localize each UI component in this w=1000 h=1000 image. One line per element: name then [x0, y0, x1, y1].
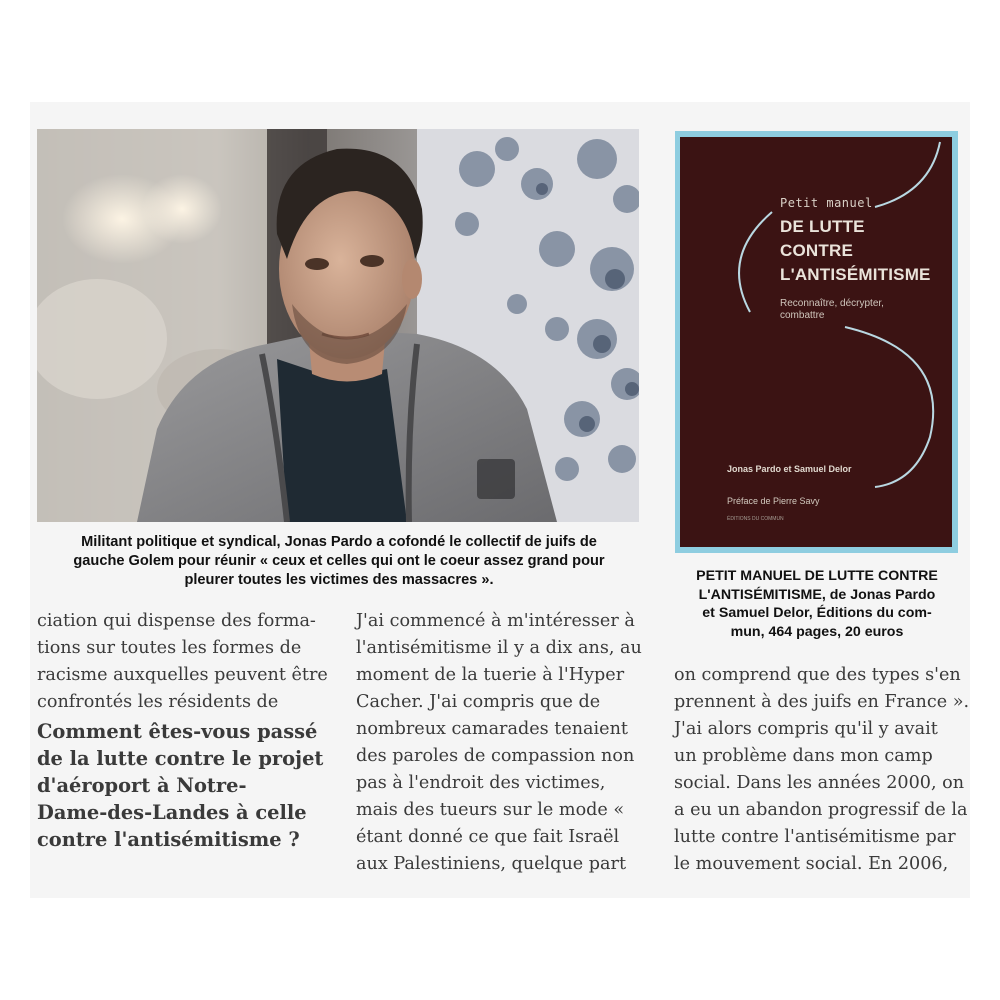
- body-line: on comprend que des types s'en: [674, 665, 961, 685]
- book-caption-line: L'ANTISÉMITISME, de Jonas Pardo: [698, 586, 936, 603]
- cover-pretitle: Petit manuel: [780, 196, 873, 210]
- cover-title-line: CONTRE: [780, 241, 853, 260]
- cover-title-line: DE LUTTE: [780, 217, 865, 236]
- photo-caption-line: Militant politique et syndical, Jonas Pardo a cofondé le collectif de juifs de: [81, 534, 597, 550]
- book-caption-line: mun, 464 pages, 20 euros: [730, 623, 904, 640]
- question-line: Comment êtes-vous passé: [37, 720, 318, 743]
- photo-caption: [40, 533, 638, 590]
- body-line: ciation qui dispense des forma-: [37, 611, 316, 631]
- cover-subtitle: Reconnaître, décrypter, combattre: [780, 298, 884, 321]
- book-caption-line: PETIT MANUEL DE LUTTE CONTRE: [696, 568, 938, 584]
- body-line: des paroles de compassion non: [356, 746, 635, 766]
- book-caption-line: et Samuel Delor, Éditions du com-: [702, 605, 932, 621]
- body-line: l'antisémitisme il y a dix ans, au: [356, 638, 642, 658]
- body-line: prennent à des juifs en France ».: [674, 692, 970, 712]
- portrait-photo: [37, 129, 639, 522]
- question-line: contre l'antisémitisme ?: [37, 828, 300, 851]
- book-caption: [676, 567, 958, 641]
- cover-title-line: L'ANTISÉMITISME: [780, 265, 931, 284]
- body-line: moment de la tuerie à l'Hyper: [356, 665, 625, 685]
- photo-caption-line: gauche Golem pour réunir « ceux et celles qui ont le coeur assez grand pour: [73, 553, 605, 569]
- body-line: lutte contre l'antisémitisme par: [674, 827, 956, 847]
- body-line: confrontés les résidents de: [37, 692, 279, 712]
- body-line: le mouvement social. En 2006,: [674, 854, 949, 874]
- body-line: aux Palestiniens, quelque part: [356, 854, 627, 874]
- book-cover: [680, 137, 952, 547]
- cover-preface: Préface de Pierre Savy: [727, 496, 820, 506]
- question-line: de la lutte contre le projet: [37, 747, 324, 770]
- body-line: nombreux camarades tenaient: [356, 719, 628, 739]
- question-line: Dame-des-Landes à celle: [37, 801, 307, 824]
- body-line: étant donné ce que fait Israël: [356, 827, 620, 847]
- body-line: racisme auxquelles peuvent être: [37, 665, 328, 685]
- cover-publisher: ÉDITIONS DU COMMUN: [727, 516, 784, 522]
- body-line: un problème dans mon camp: [674, 746, 933, 766]
- body-line: mais des tueurs sur le mode «: [356, 800, 625, 820]
- body-line: social. Dans les années 2000, on: [674, 773, 965, 793]
- body-line: pas à l'endroit des victimes,: [356, 773, 606, 793]
- question-line: d'aéroport à Notre-: [37, 774, 247, 797]
- photo-caption-line: pleurer toutes les victimes des massacres ».: [184, 572, 494, 588]
- interview-question: [37, 718, 337, 853]
- cover-authors: Jonas Pardo et Samuel Delor: [727, 464, 852, 474]
- body-line: Cacher. J'ai compris que de: [356, 692, 601, 712]
- body-line: J'ai alors compris qu'il y avait: [674, 719, 938, 739]
- article-column-1: [37, 608, 337, 853]
- article-column-2: [356, 608, 656, 878]
- body-line: tions sur toutes les formes de: [37, 638, 302, 658]
- body-line: J'ai commencé à m'intéresser à: [356, 611, 635, 631]
- article-column-3: [674, 662, 970, 878]
- body-line: a eu un abandon progressif de la: [674, 800, 968, 820]
